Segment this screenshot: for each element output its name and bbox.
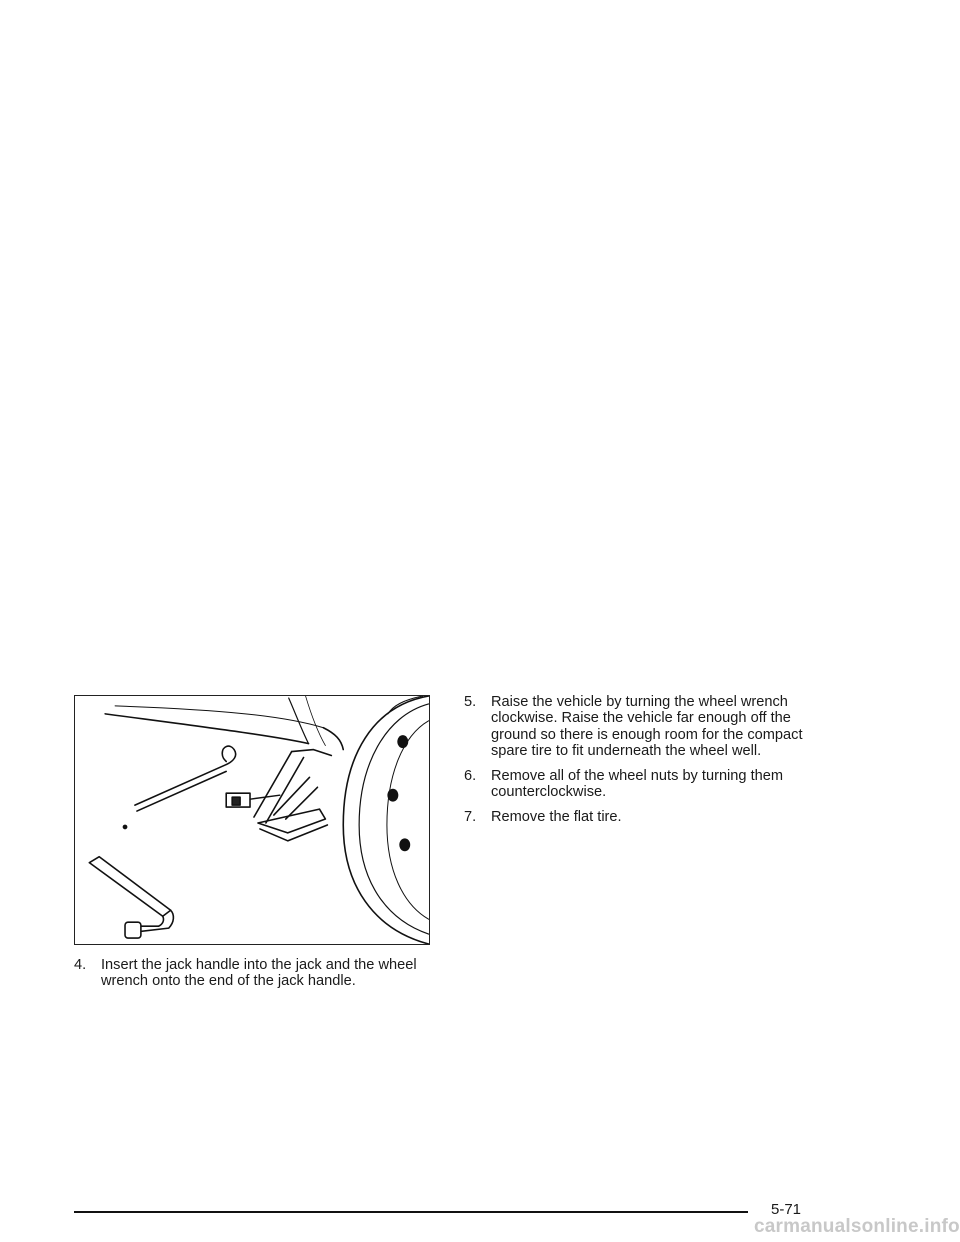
- step-number: 6.: [464, 768, 477, 784]
- step-text: Remove the flat tire.: [491, 809, 622, 825]
- watermark: carmanualsonline.info: [754, 1216, 960, 1237]
- step-5: [464, 694, 816, 759]
- jack-illustration: [74, 695, 430, 945]
- step-text: Insert the jack handle into the jack and the wheel wrench onto the end of the jack handle.: [101, 957, 417, 990]
- step-text: Remove all of the wheel nuts by turning them counterclockwise.: [491, 768, 784, 801]
- step-4: [74, 957, 440, 990]
- step-7: [464, 809, 816, 825]
- step-number: 5.: [464, 694, 477, 710]
- page-number: 5-71: [771, 1201, 802, 1218]
- step-6: [464, 768, 816, 801]
- step-number: 4.: [74, 957, 87, 973]
- step-text: Raise the vehicle by turning the wheel wrench clockwise. Raise the vehicle far enough off the ground so there is enough room for the compact spare tire to fit underneath the wheel well.: [491, 694, 803, 759]
- step-number: 7.: [464, 809, 477, 825]
- footer-rule: [74, 1211, 748, 1213]
